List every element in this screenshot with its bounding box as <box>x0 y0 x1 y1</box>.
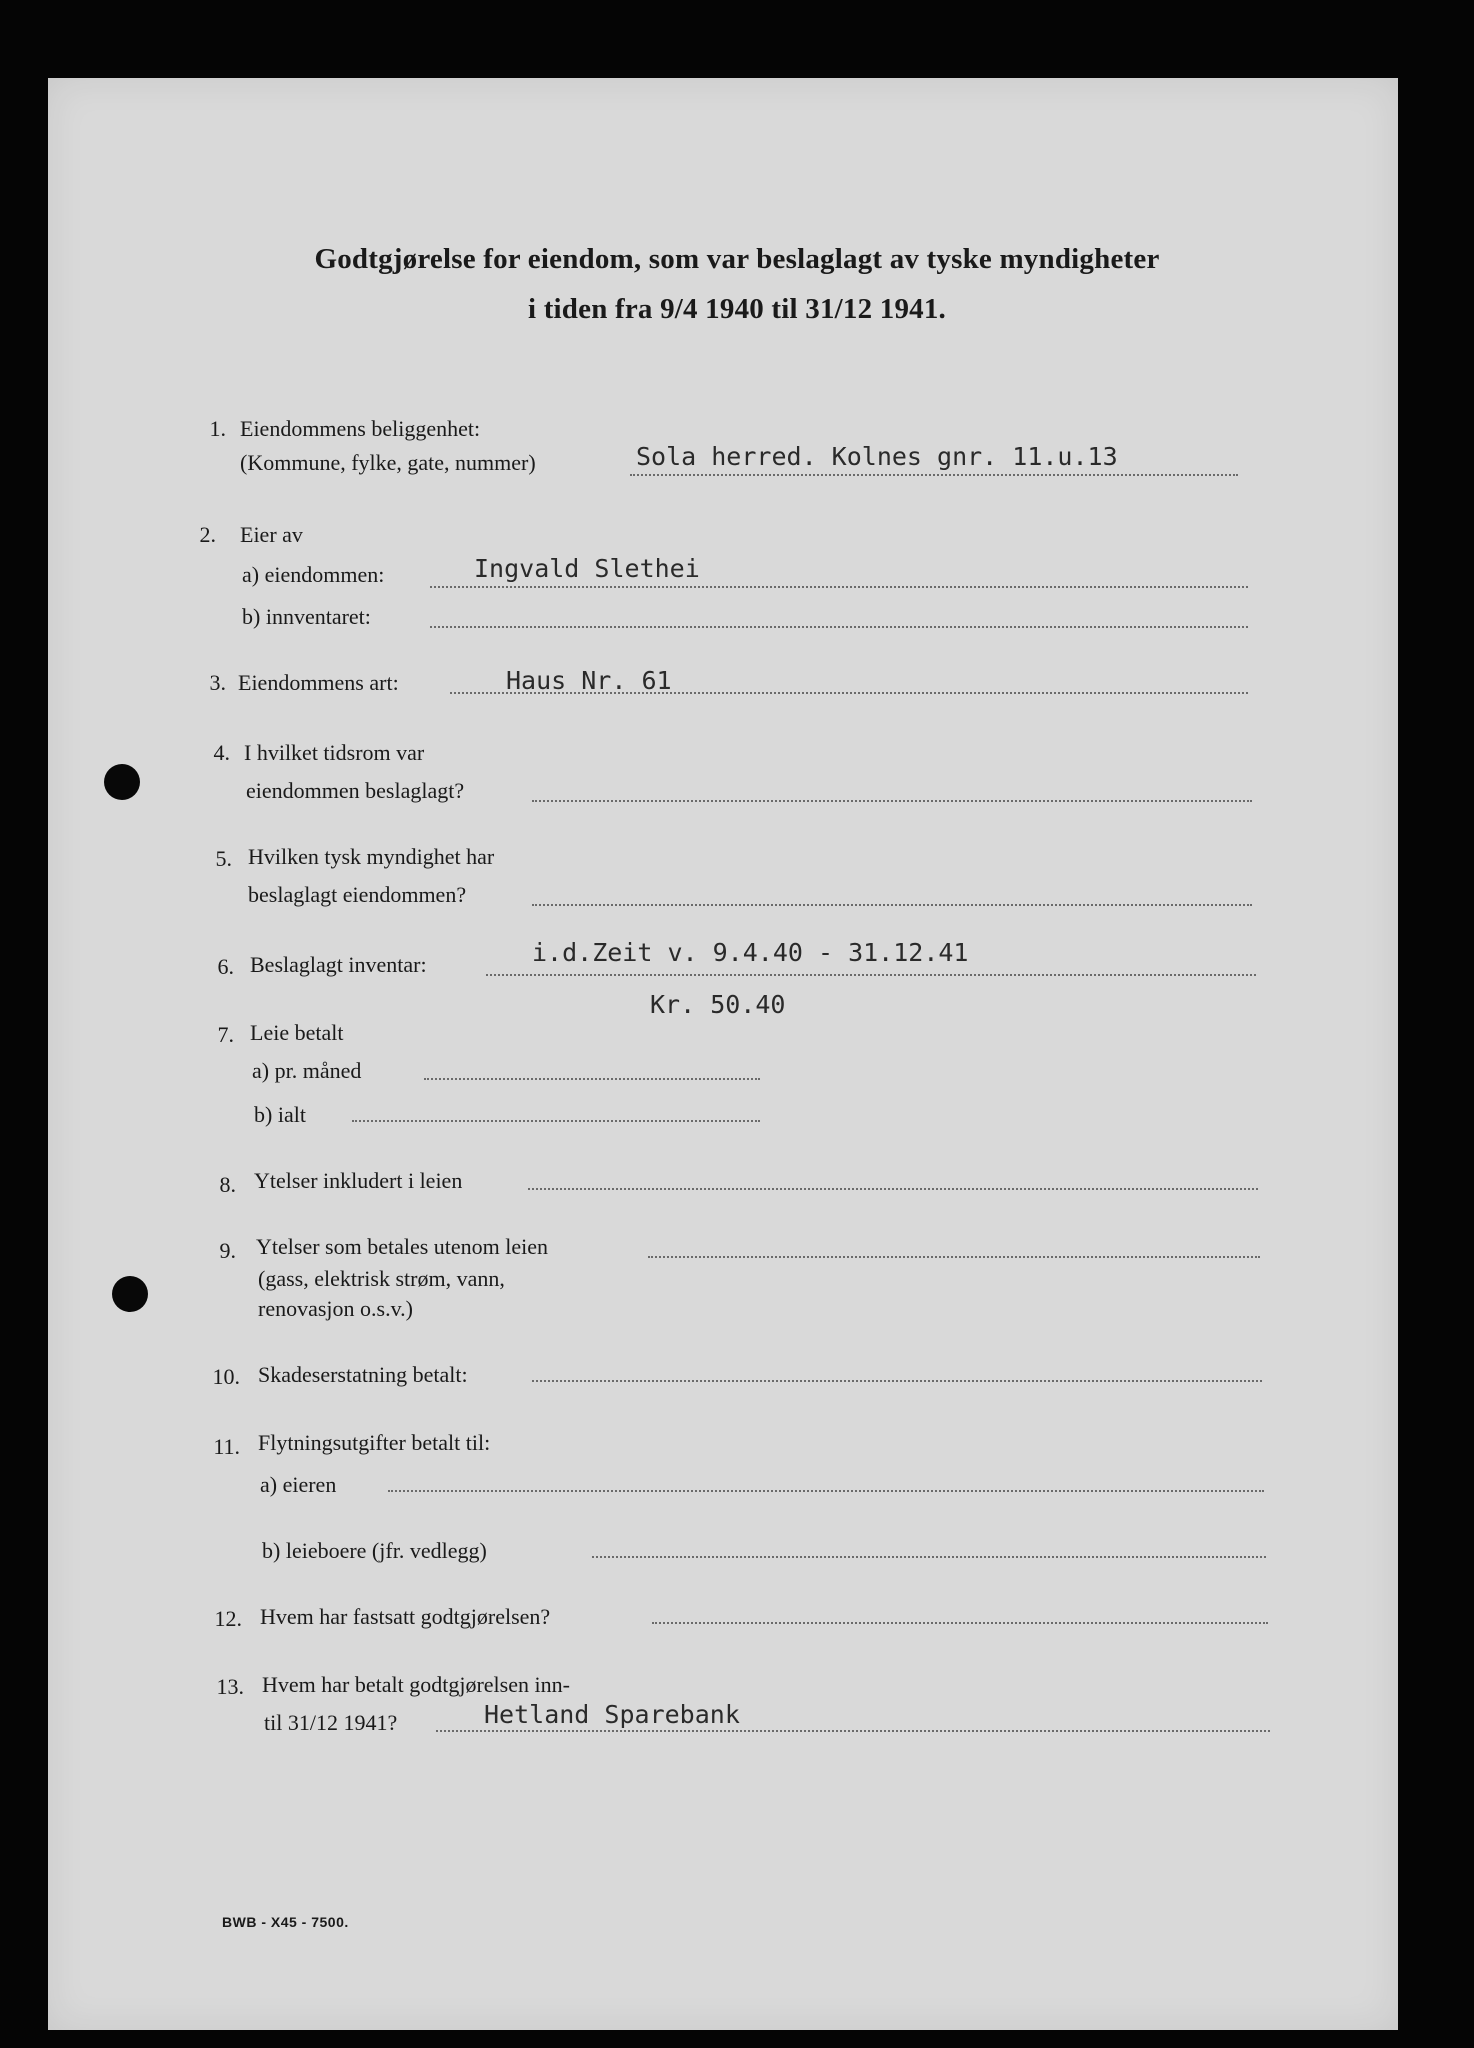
item-2b-label: b) innventaret: <box>242 604 371 629</box>
form-title-line2: i tiden fra 9/4 1940 til 31/12 1941. <box>527 293 946 325</box>
item-4-answer-line <box>532 800 1252 802</box>
item-8-number: 8. <box>219 1172 236 1197</box>
item-6-answer-line <box>486 974 1256 976</box>
item-7-number: 7. <box>217 1022 234 1047</box>
item-6-number: 6. <box>217 954 234 979</box>
item-2a-label: a) eiendommen: <box>242 562 385 587</box>
item-13-answer-line <box>436 1730 1270 1732</box>
item-12-label: Hvem har fastsatt godtgjørelsen? <box>260 1604 551 1629</box>
item-7-label: Leie betalt <box>250 1020 344 1045</box>
item-13-number: 13. <box>216 1674 244 1699</box>
item-11b-label: b) leieboere (jfr. vedlegg) <box>262 1538 487 1563</box>
item-10-number: 10. <box>212 1364 240 1389</box>
punch-hole-bottom <box>112 1276 148 1312</box>
item-9-sublabel-1: (gass, elektrisk strøm, vann, <box>258 1266 505 1291</box>
item-13-sublabel: til 31/12 1941? <box>264 1710 398 1735</box>
item-9-number: 9. <box>219 1238 236 1263</box>
item-2-label: Eier av <box>240 522 303 547</box>
item-11-number: 11. <box>213 1434 240 1459</box>
item-7-answer: Kr. 50.40 <box>650 990 786 1019</box>
item-3-number: 3. <box>209 670 226 695</box>
item-4-number: 4. <box>213 740 230 765</box>
item-5-answer-line <box>532 904 1252 906</box>
item-2a-answer: Ingvald Slethei <box>474 554 700 583</box>
item-12-number: 12. <box>214 1606 242 1631</box>
item-1-label: Eiendommens beliggenhet: <box>240 416 481 441</box>
item-5-label: Hvilken tysk myndighet har <box>248 844 495 869</box>
item-4-sublabel: eiendommen beslaglagt? <box>246 778 465 803</box>
item-1-sublabel: (Kommune, fylke, gate, nummer) <box>240 450 536 475</box>
item-3-label: Eiendommens art: <box>238 670 399 695</box>
item-2a-answer-line <box>430 586 1248 588</box>
item-11-label: Flytningsutgifter betalt til: <box>258 1430 491 1455</box>
print-code: BWB - X45 - 7500. <box>222 1914 349 1930</box>
item-3-answer: Haus Nr. 61 <box>506 666 672 695</box>
item-13-answer: Hetland Sparebank <box>484 1700 740 1729</box>
item-10-label: Skadeserstatning betalt: <box>258 1362 468 1387</box>
item-5-number: 5. <box>215 846 232 871</box>
item-7b-label: b) ialt <box>254 1102 306 1127</box>
item-1-answer-line <box>630 474 1238 476</box>
item-12-answer-line <box>652 1622 1268 1624</box>
item-11a-label: a) eieren <box>260 1472 337 1497</box>
form-title-line1: Godtgjørelse for eiendom, som var beslaglagt av tyske myndigheter <box>314 243 1160 275</box>
item-2-number: 2. <box>199 522 216 547</box>
item-5-sublabel: beslaglagt eiendommen? <box>248 882 467 907</box>
item-4-label: I hvilket tidsrom var <box>244 740 425 765</box>
item-8-label: Ytelser inkludert i leien <box>254 1168 463 1193</box>
item-11a-answer-line <box>388 1490 1264 1492</box>
item-9-sublabel-2: renovasjon o.s.v.) <box>258 1296 413 1321</box>
item-7a-label: a) pr. måned <box>252 1058 362 1083</box>
item-7a-answer-line <box>424 1078 760 1080</box>
form-page <box>48 78 1398 2030</box>
item-13-label: Hvem har betalt godtgjørelsen inn- <box>262 1672 570 1697</box>
item-1-answer: Sola herred. Kolnes gnr. 11.u.13 <box>636 442 1118 471</box>
item-11b-answer-line <box>592 1556 1266 1558</box>
item-1-number: 1. <box>209 416 226 441</box>
item-2b-answer-line <box>430 626 1248 628</box>
item-7b-answer-line <box>352 1120 760 1122</box>
punch-hole-top <box>104 764 140 800</box>
item-9-answer-line <box>648 1256 1260 1258</box>
item-8-answer-line <box>528 1188 1258 1190</box>
item-6-label: Beslaglagt inventar: <box>250 952 427 977</box>
item-9-label: Ytelser som betales utenom leien <box>256 1234 549 1259</box>
item-6-answer: i.d.Zeit v. 9.4.40 - 31.12.41 <box>532 938 969 967</box>
item-10-answer-line <box>532 1380 1262 1382</box>
